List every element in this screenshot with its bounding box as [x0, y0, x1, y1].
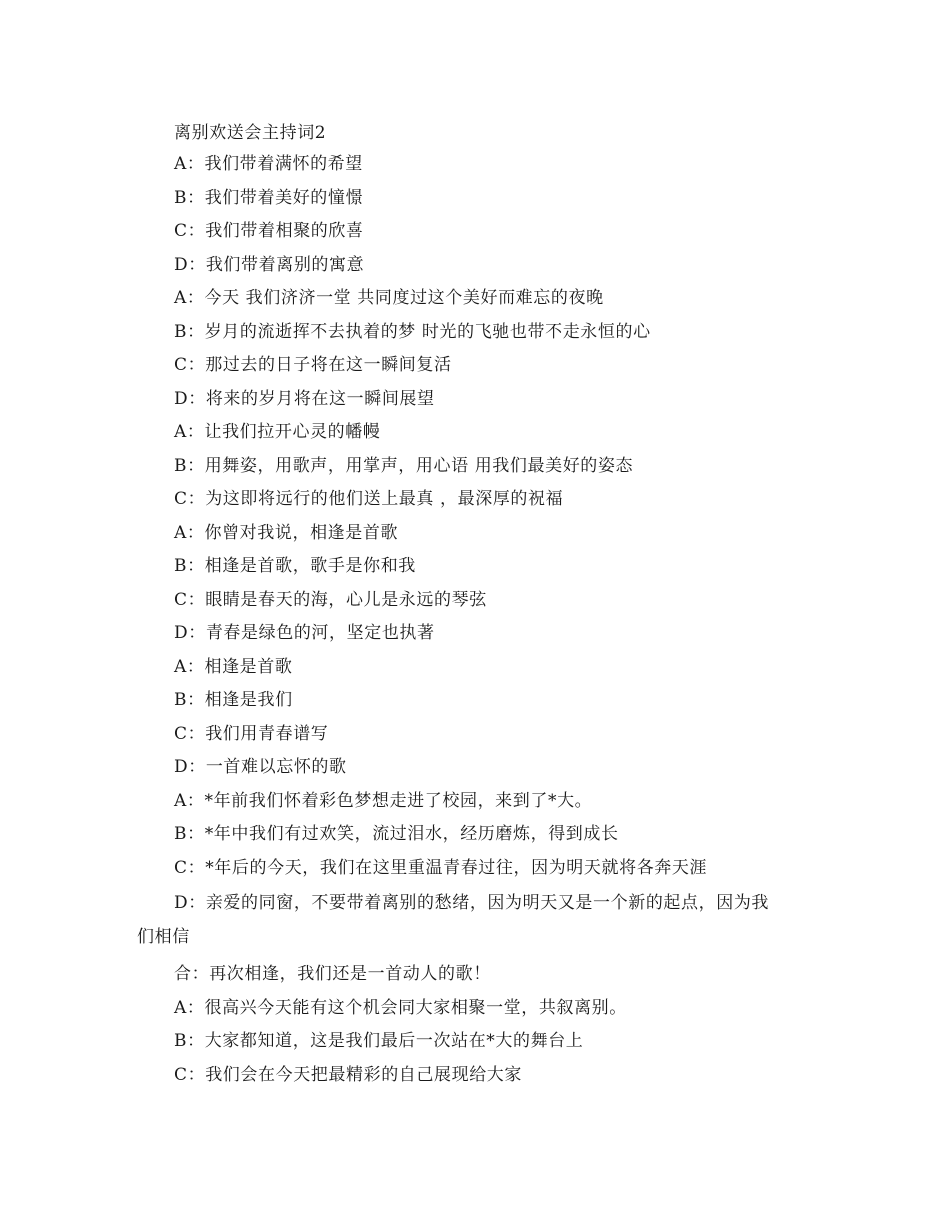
script-line: C：我们带着相聚的欣喜 — [174, 221, 364, 241]
script-line: D：将来的岁月将在这一瞬间展望 — [174, 388, 435, 409]
script-line: B：我们带着美好的憧憬 — [174, 187, 364, 208]
script-line: B：*年中我们有过欢笑，流过泪水，经历磨炼，得到成长 — [174, 824, 619, 844]
wrapped-paragraph — [137, 886, 817, 954]
closing-lines — [174, 962, 834, 1096]
script-line: A：你曾对我说，相逢是首歌 — [174, 522, 399, 543]
script-line: C：*年后的今天，我们在这里重温青春过往，因为明天就将各奔天涯 — [174, 857, 708, 878]
script-line: C：为这即将远行的他们送上最真 ，最深厚的祝福 — [174, 489, 564, 509]
script-line: D：我们带着离别的寓意 — [174, 254, 365, 275]
script-line: C：那过去的日子将在这一瞬间复活 — [174, 355, 452, 375]
script-line: A：今天 我们济济一堂 共同度过这个美好而难忘的夜晚 — [174, 288, 604, 308]
script-line: A：让我们拉开心灵的幡幔 — [174, 422, 381, 442]
script-line: C：眼睛是春天的海，心儿是永远的琴弦 — [174, 589, 487, 610]
script-line: D：一首难以忘怀的歌 — [174, 757, 347, 777]
script-line: C：我们用青春谱写 — [174, 723, 329, 744]
wrapped-paragraph-first-line: D：亲爱的同窗，不要带着离别的愁绪，因为明天又是一个新的起点，因为我 — [174, 893, 770, 913]
script-line: B：相逢是我们 — [174, 690, 293, 710]
document-title: 离别欢送会主持词2 — [174, 123, 327, 143]
script-line: C：我们会在今天把最精彩的自己展现给大家 — [174, 1064, 523, 1085]
wrapped-paragraph-continuation: 们相信 — [137, 927, 190, 947]
script-line: B：岁月的流逝挥不去执着的梦 时光的飞驰也带不走永恒的心 — [174, 321, 651, 342]
script-line: D：青春是绿色的河，坚定也执著 — [174, 623, 435, 643]
script-line: A：*年前我们怀着彩色梦想走进了校园，来到了*大。 — [174, 790, 593, 811]
script-lines — [174, 152, 834, 889]
script-line: A：相逢是首歌 — [174, 656, 293, 677]
script-line: B：大家都知道，这是我们最后一次站在*大的舞台上 — [174, 1031, 584, 1051]
script-line: B：相逢是首歌，歌手是你和我 — [174, 556, 416, 576]
script-line: A：我们带着满怀的希望 — [174, 154, 363, 174]
script-line: A：很高兴今天能有这个机会同大家相聚一堂，共叙离别。 — [174, 997, 627, 1018]
script-line: 合：再次相逢，我们还是一首动人的歌！ — [174, 964, 491, 984]
script-line: B：用舞姿，用歌声，用掌声，用心语 用我们最美好的姿态 — [174, 455, 634, 476]
